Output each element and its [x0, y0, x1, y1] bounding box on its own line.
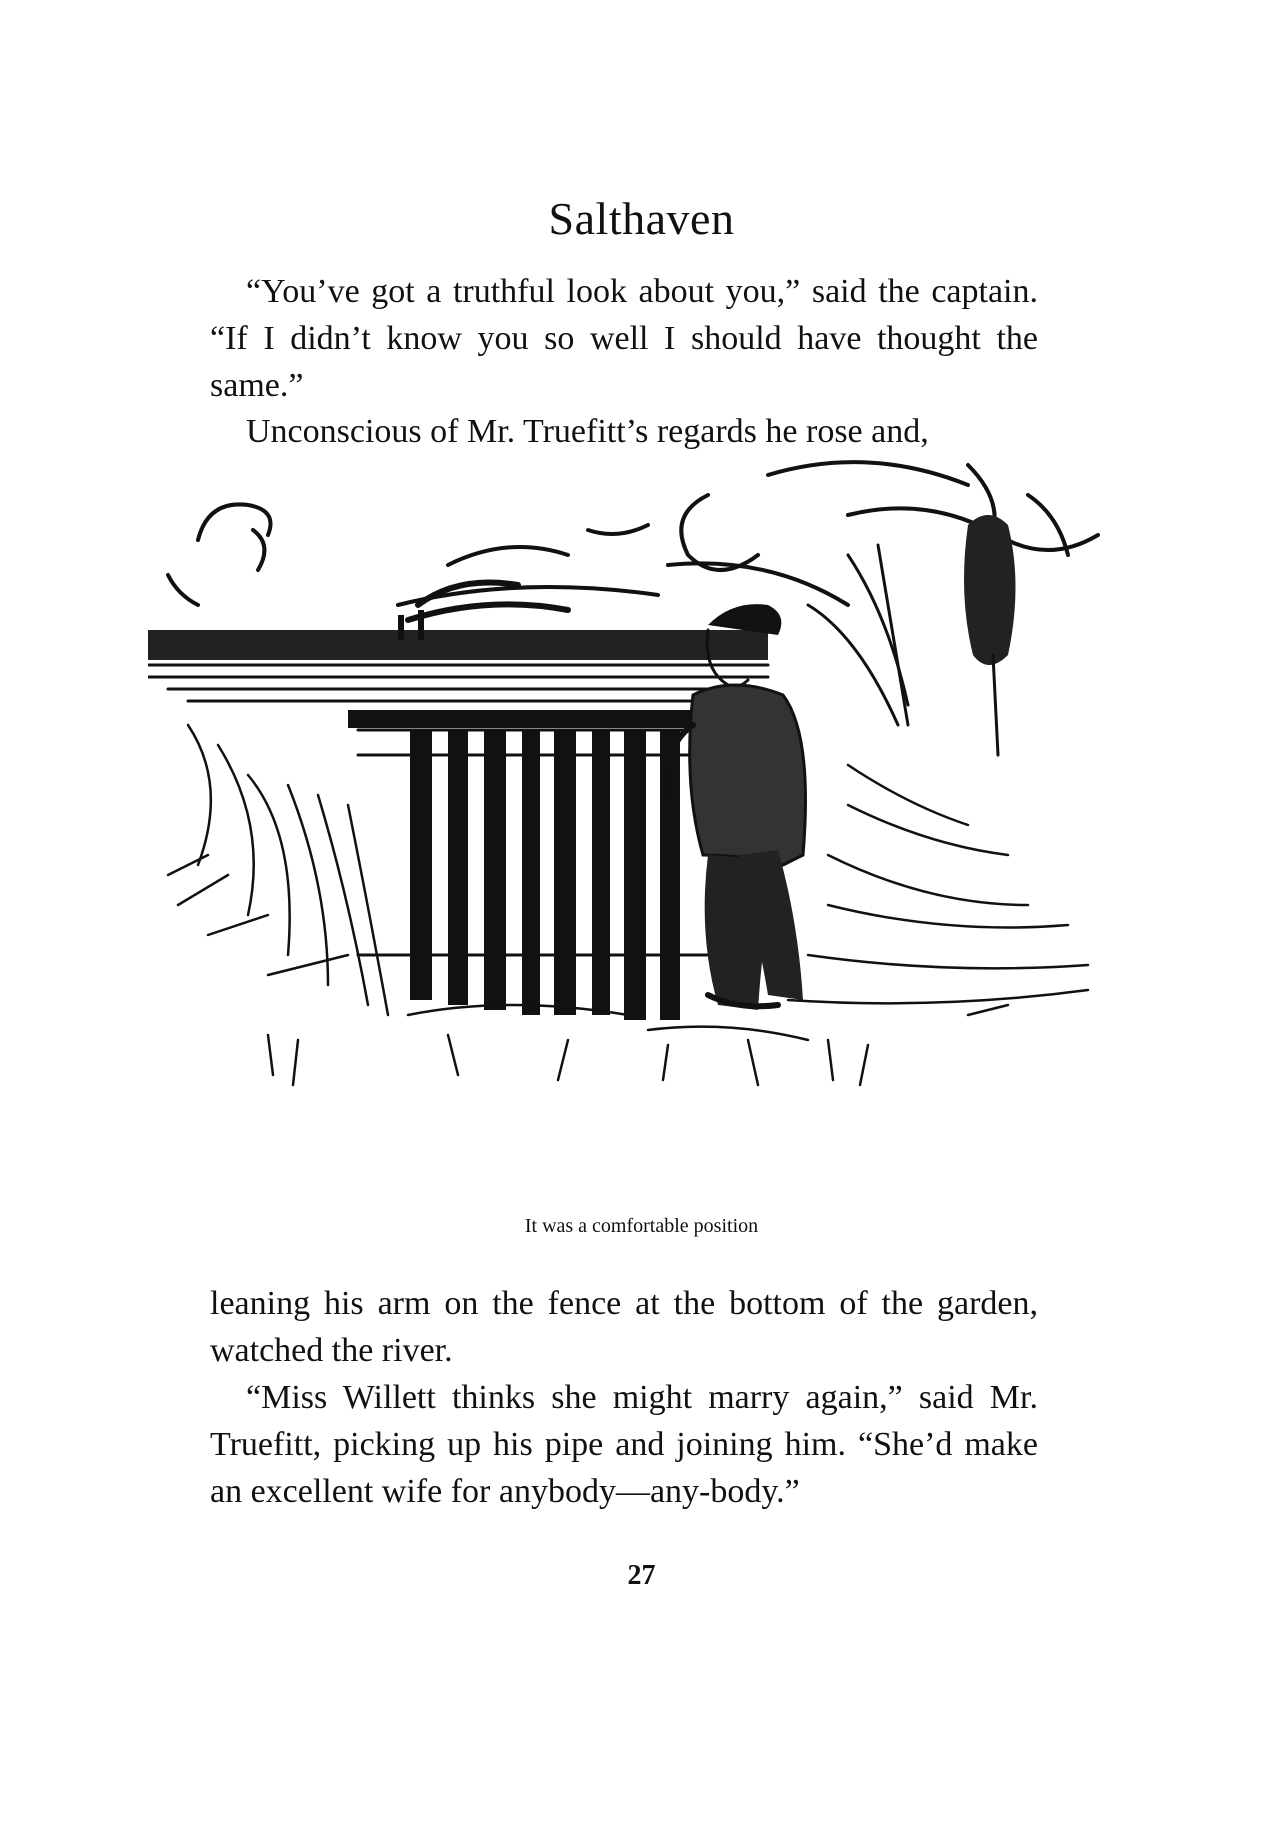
sailboat-and-tree: [808, 515, 1016, 755]
fence-pickets: [410, 730, 680, 1020]
running-head: Salthaven: [548, 193, 735, 244]
illustration-man-at-fence: [148, 455, 1138, 1200]
paragraph: Unconscious of Mr. Truefitt’s regards he rose and,: [246, 413, 929, 450]
paragraph: “Miss Willett thinks she might marry again,” said Mr. Truefitt, picking up his pipe and joining him. “She’d make an excellent wife for anybody—any-body.”: [210, 1379, 1038, 1510]
paragraph: leaning his arm on the fence at the bottom of the garden, watched the river.: [210, 1285, 1038, 1369]
paragraph: “You’ve got a truthful look about you,” said the captain. “If I didn’t know you so well I should have thought the same.”: [210, 273, 1038, 404]
illustration-caption: It was a comfortable position: [524, 1215, 759, 1237]
river-water: [148, 610, 768, 701]
page-number: 27: [627, 1560, 656, 1591]
sky-scribbles: [168, 462, 1098, 605]
